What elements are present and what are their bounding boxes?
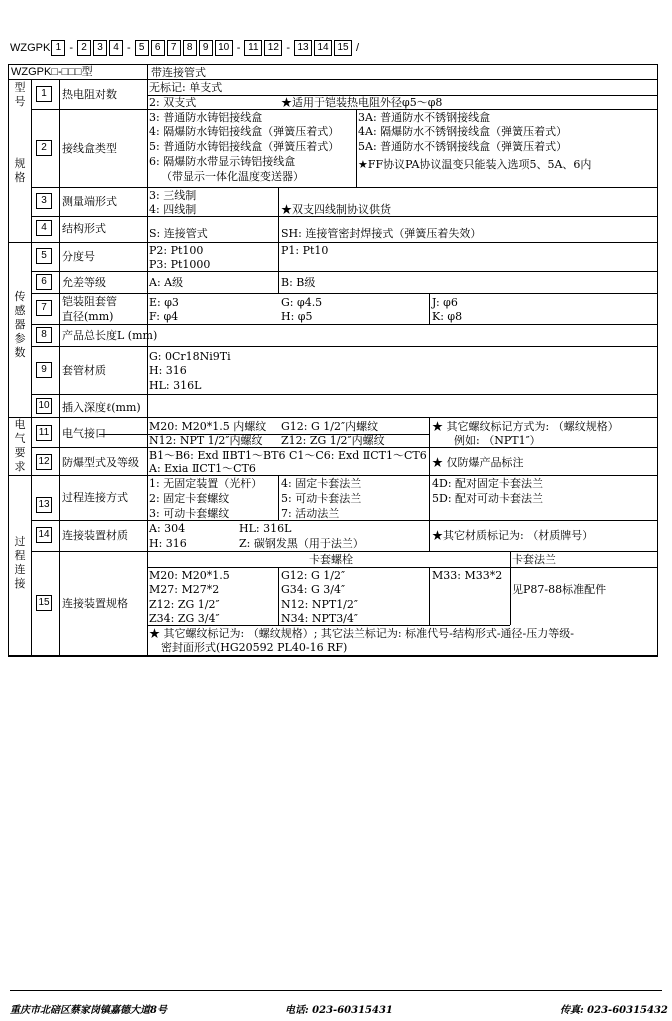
cell: J: φ6 — [432, 296, 458, 309]
cell: 5: 可动卡套法兰 — [281, 492, 362, 505]
code-box: 3 — [93, 40, 107, 56]
row-label: 允差等级 — [62, 276, 106, 289]
cell: N12: NPT1/2″ — [281, 598, 358, 611]
cell: 3: 可动卡套螺纹 — [149, 507, 230, 520]
row-number: 14 — [36, 527, 52, 543]
cell: 1: 无固定装置（光杆） — [149, 477, 263, 490]
table-title-desc: 带连接管式 — [151, 66, 206, 79]
column-header: 卡套法兰 — [512, 553, 556, 566]
cell: P1: Pt10 — [281, 244, 329, 257]
cell: 3A: 普通防水不锈钢接线盒 — [358, 111, 491, 124]
note: ★ 其它螺纹标记为: （螺纹规格）; 其它法兰标记为: 标准代号-结构形式-通径-压力等级- — [149, 627, 574, 640]
cell: S: 连接管式 — [149, 227, 208, 240]
code-box: 4 — [109, 40, 123, 56]
row-label: 套管材质 — [62, 364, 106, 377]
spec-table — [8, 64, 658, 656]
cell: Z: 碳钢发黑（用于法兰） — [239, 537, 364, 550]
row-number: 12 — [36, 454, 52, 470]
code-slash: / — [356, 42, 360, 54]
row-label: 测量端形式 — [62, 195, 117, 208]
cell: SH: 连接管密封焊接式（弹簧压着失效） — [281, 227, 482, 240]
group-electric: 电气要求 — [14, 418, 26, 473]
code-box: 11 — [244, 40, 262, 56]
group-process: 过程连接 — [14, 535, 26, 590]
code-box: 8 — [183, 40, 197, 56]
cell: 4: 隔爆防水铸铝接线盒（弹簧压着式） — [149, 125, 340, 138]
code-box: 6 — [151, 40, 165, 56]
cell: H: 316 — [149, 537, 187, 550]
column-header: 卡套螺栓 — [309, 553, 353, 566]
cell: N12: NPT 1/2″内螺纹 — [149, 434, 263, 447]
cell: 见P87-88标准配件 — [512, 583, 607, 596]
cell: M20: M20*1.5 内螺纹 — [149, 420, 267, 433]
cell: H: φ5 — [281, 310, 313, 323]
code-dash: - — [286, 42, 291, 54]
cell: 7: 活动法兰 — [281, 507, 340, 520]
cell: 4: 四线制 — [149, 203, 197, 216]
cell: A: Exia ⅡCT1～CT6 — [149, 462, 256, 475]
cell: HL: 316L — [149, 379, 202, 392]
cell: A: 304 — [149, 522, 186, 535]
cell: 3: 三线制 — [149, 189, 197, 202]
cell: G34: G 3/4″ — [281, 583, 346, 596]
row-number: 8 — [36, 327, 52, 343]
cell: 例如: （NPT1″） — [454, 434, 541, 447]
cell: 2: 固定卡套螺纹 — [149, 492, 230, 505]
cell: M27: M27*2 — [149, 583, 220, 596]
footer-address: 重庆市北碚区蔡家岗镇嘉德大道8号 — [10, 1005, 167, 1016]
row-label: 电气接口 — [62, 427, 106, 440]
code-box: 12 — [264, 40, 282, 56]
cell: G12: G 1/2″ — [281, 569, 346, 582]
row-number: 9 — [36, 362, 52, 378]
cell: ★ 仅防爆产品标注 — [432, 456, 524, 469]
code-box: 2 — [77, 40, 91, 56]
cell: HL: 316L — [239, 522, 292, 535]
code-box: 1 — [51, 40, 65, 56]
cell: P2: Pt100 — [149, 244, 204, 257]
footer-fax: 传真: 023-60315432 — [560, 1005, 668, 1016]
row-label: 连接装置规格 — [62, 597, 128, 610]
cell: ★ 其它螺纹标记方式为: （螺纹规格） — [432, 420, 619, 433]
code-box: 13 — [294, 40, 312, 56]
cell: G: 0Cr18Ni9Ti — [149, 350, 231, 363]
cell: E: φ3 — [149, 296, 179, 309]
row-number: 11 — [36, 425, 52, 441]
row-number: 13 — [36, 497, 52, 513]
cell: 4A: 隔爆防水不锈钢接线盒（弹簧压着式） — [358, 125, 568, 138]
group-sensor: 传感器参数 — [14, 290, 26, 359]
code-box: 15 — [334, 40, 352, 56]
code-dash: - — [127, 42, 131, 54]
cell: H: 316 — [149, 364, 187, 377]
cell: N34: NPT3/4″ — [281, 612, 358, 625]
row-number: 10 — [36, 398, 52, 414]
cell: K: φ8 — [432, 310, 463, 323]
cell: Z12: ZG 1/2″ — [149, 598, 220, 611]
model-prefix: WZGPK — [10, 42, 51, 54]
row-number: 1 — [36, 86, 52, 102]
row-label: 插入深度ℓ(mm) — [62, 401, 141, 414]
cell: 4: 固定卡套法兰 — [281, 477, 362, 490]
row-label: 结构形式 — [62, 222, 106, 235]
cell: P3: Pt1000 — [149, 258, 211, 271]
code-box: 14 — [314, 40, 332, 56]
row-number: 5 — [36, 248, 52, 264]
row-number: 3 — [36, 193, 52, 209]
group-model: 型号 — [14, 81, 26, 108]
note: 密封面形式(HG20592 PL40-16 RF) — [161, 641, 348, 654]
cell: ★其它材质标记为: （材质牌号） — [432, 529, 594, 542]
cell: Z34: ZG 3/4″ — [149, 612, 220, 625]
row-number: 6 — [36, 274, 52, 290]
row-label: 接线盒类型 — [62, 142, 117, 155]
row-label: 直径(mm) — [62, 310, 114, 323]
group-spec: 规格 — [14, 157, 26, 184]
code-box: 5 — [135, 40, 149, 56]
cell: A: A级 — [149, 276, 184, 289]
cell: 5: 普通防水铸铝接线盒（弹簧压着式） — [149, 140, 340, 153]
cell: ★双支四线制协议供货 — [281, 203, 391, 216]
row-label: 过程连接方式 — [62, 491, 128, 504]
cell: Z12: ZG 1/2″内螺纹 — [281, 434, 385, 447]
cell: 无标记: 单支式 — [149, 81, 223, 94]
row-label: 热电阻对数 — [62, 88, 117, 101]
row-label: 铠装阻套管 — [62, 295, 117, 308]
row-number: 4 — [36, 220, 52, 236]
cell: B: B级 — [281, 276, 316, 289]
row-label: 分度号 — [62, 250, 95, 263]
cell: （带显示一体化温度变送器） — [161, 170, 304, 183]
cell: 6: 隔爆防水带显示铸铝接线盒 — [149, 155, 296, 168]
row-label: 产品总长度L (mm) — [62, 329, 158, 342]
code-box: 7 — [167, 40, 181, 56]
code-box: 9 — [199, 40, 213, 56]
row-label: 防爆型式及等级 — [62, 456, 139, 469]
cell: 4D: 配对固定卡套法兰 — [432, 477, 544, 490]
cell: 3: 普通防水铸铝接线盒 — [149, 111, 263, 124]
row-label: 连接装置材质 — [62, 529, 128, 542]
cell: 5A: 普通防水不锈钢接线盒（弹簧压着式） — [358, 140, 568, 153]
cell: F: φ4 — [149, 310, 179, 323]
table-title-code: WZGPK□-□□□型 — [11, 66, 93, 78]
cell: ★FF协议PA协议温变只能装入选项5、5A、6内 — [358, 158, 592, 171]
row-number: 7 — [36, 300, 52, 316]
cell: 2: 双支式 — [149, 96, 197, 109]
cell: M33: M33*2 — [432, 569, 503, 582]
cell: G: φ4.5 — [281, 296, 323, 309]
cell: B1～B6: Exd ⅡBT1～BT6 C1～C6: Exd ⅡCT1～CT6 — [149, 449, 427, 462]
cell: ★适用于铠装热电阻外径φ5～φ8 — [281, 96, 443, 109]
code-dash: - — [69, 42, 74, 54]
code-dash: - — [236, 42, 241, 54]
cell: M20: M20*1.5 — [149, 569, 230, 582]
footer-phone: 电话: 023-60315431 — [285, 1005, 393, 1016]
cell: 5D: 配对可动卡套法兰 — [432, 492, 544, 505]
cell: G12: G 1/2″内螺纹 — [281, 420, 379, 433]
row-number: 15 — [36, 595, 52, 611]
row-number: 2 — [36, 140, 52, 156]
code-box: 10 — [215, 40, 233, 56]
model-code-header — [10, 38, 362, 58]
footer-rule — [10, 990, 662, 991]
